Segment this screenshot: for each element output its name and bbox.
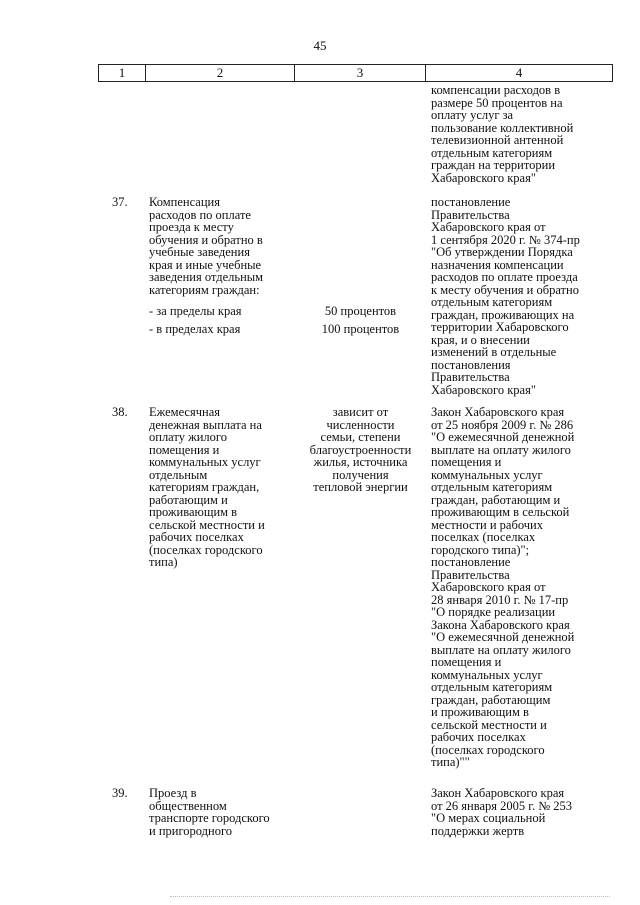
row-37-number: 37. — [112, 195, 128, 209]
row-37-amount-within-region: 100 процентов — [321, 322, 400, 336]
row-37-sub-within-region: - в пределах края — [149, 322, 241, 336]
page-number: 45 — [313, 38, 327, 53]
row-37-legal-basis: постановление Правительства Хабаровского края от 1 сентября 2020 г. № 374-пр "Об утверждении Порядка назначения компенсации расходов по оплате проезда к месту обучения и обратно отдельным категориям граждан, проживающих на территории Хабаровского края, и о внесении изменений в отдельные постановления Правительства Хабаровского края" — [431, 195, 580, 397]
row-38-amount: зависит от численности семьи, степени благоустроенности жилья, источника получения тепловой энергии — [309, 405, 412, 494]
row-39-measure-name: Проезд в общественном транспорте городского и пригородного — [149, 786, 270, 838]
row-37-amount-outside-region: 50 процентов — [324, 304, 397, 318]
column-header-3: 3 — [295, 65, 426, 81]
column-header-4: 4 — [515, 65, 523, 80]
row-38-measure-name: Ежемесячная денежная выплата на оплату жилого помещения и коммунальных услуг отдельным категориям граждан, работающим и проживающим в сельской местности и рабочих поселках (поселках городского типа) — [149, 405, 265, 569]
row-39-number: 39. — [112, 786, 128, 800]
row-39-legal-basis: Закон Хабаровского края от 26 января 2005 г. № 253 "О мерах социальной поддержки жертв — [431, 786, 573, 838]
row-38-legal-basis: Закон Хабаровского края от 25 ноября 2009 г. № 286 "О ежемесячной денежной выплате на оплату жилого помещения и коммунальных услуг отдельным категориям граждан, работающим и проживающим в сельской местности и рабочих поселках (поселках городского типа)"; постановление Правительства Хабаровского края от 28 января 2010 г. № 17-пр "О порядке реализации Закона Хабаровского края "О ежемесячной денежной выплате на оплату жилого помещения и коммунальных услуг отдельным категориям граждан, работающим и проживающим в сельской местности и рабочих поселках (поселках городского типа)"" — [431, 405, 575, 769]
row-37-measure-name: Компенсация расходов по оплате проезда к месту обучения и обратно в учебные заведения края и иные учебные заведения отдельным категориям граждан: — [149, 195, 264, 297]
column-header-2: 2 — [146, 65, 295, 81]
row-37-sub-outside-region: - за пределы края — [149, 304, 242, 318]
continued-legal-basis: компенсации расходов в размере 50 процентов на оплату услуг за пользование коллективной телевизионной антенной отдельным категориям граждан на территории Хабаровского края" — [431, 83, 574, 185]
table-header-row — [98, 64, 613, 82]
column-header-1: 1 — [99, 65, 146, 81]
row-38-number: 38. — [112, 405, 128, 419]
scan-bottom-edge — [170, 896, 610, 899]
